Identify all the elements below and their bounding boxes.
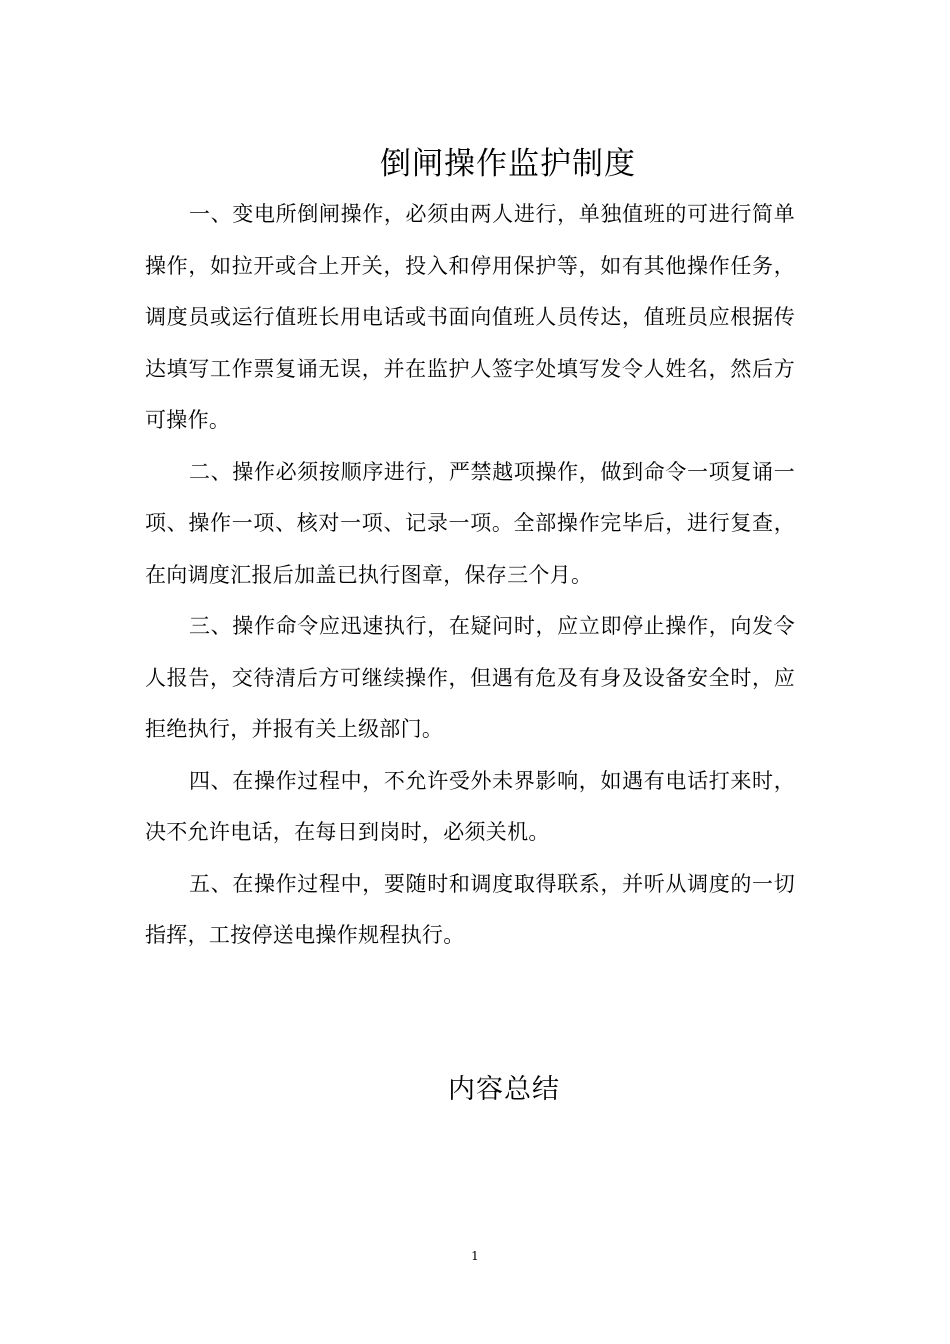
paragraph-3: 三、操作命令应迅速执行，在疑问时，应立即停止操作，向发令人报告，交待清后方可继续操作，但遇有危及有身及设备安全时，应拒绝执行，并报有关上级部门。 [145, 614, 795, 741]
paragraph-1: 一、变电所倒闸操作，必须由两人进行，单独值班的可进行简单操作，如拉开或合上开关，投入和停用保护等，如有其他操作任务，调度员或运行值班长用电话或书面向值班人员传达，值班员应根据传达填写工作票复诵无误，并在监护人签字处填写发令人姓名，然后方可操作。 [145, 202, 795, 432]
document-title: 倒闸操作监护制度 [380, 145, 636, 182]
paragraph-2: 二、操作必须按顺序进行，严禁越项操作，做到命令一项复诵一项、操作一项、核对一项、记录一项。全部操作完毕后，进行复查，在向调度汇报后加盖已执行图章，保存三个月。 [145, 459, 795, 587]
page-number: 1 [471, 1249, 479, 1263]
document-body [145, 189, 795, 962]
paragraph-5: 五、在操作过程中，要随时和调度取得联系，并听从调度的一切指挥，工按停送电操作规程执行。 [145, 871, 795, 947]
paragraph-4: 四、在操作过程中，不允许受外未界影响，如遇有电话打来时，决不允许电话，在每日到岗时，必须关机。 [145, 768, 795, 844]
summary-heading: 内容总结 [448, 1074, 560, 1105]
